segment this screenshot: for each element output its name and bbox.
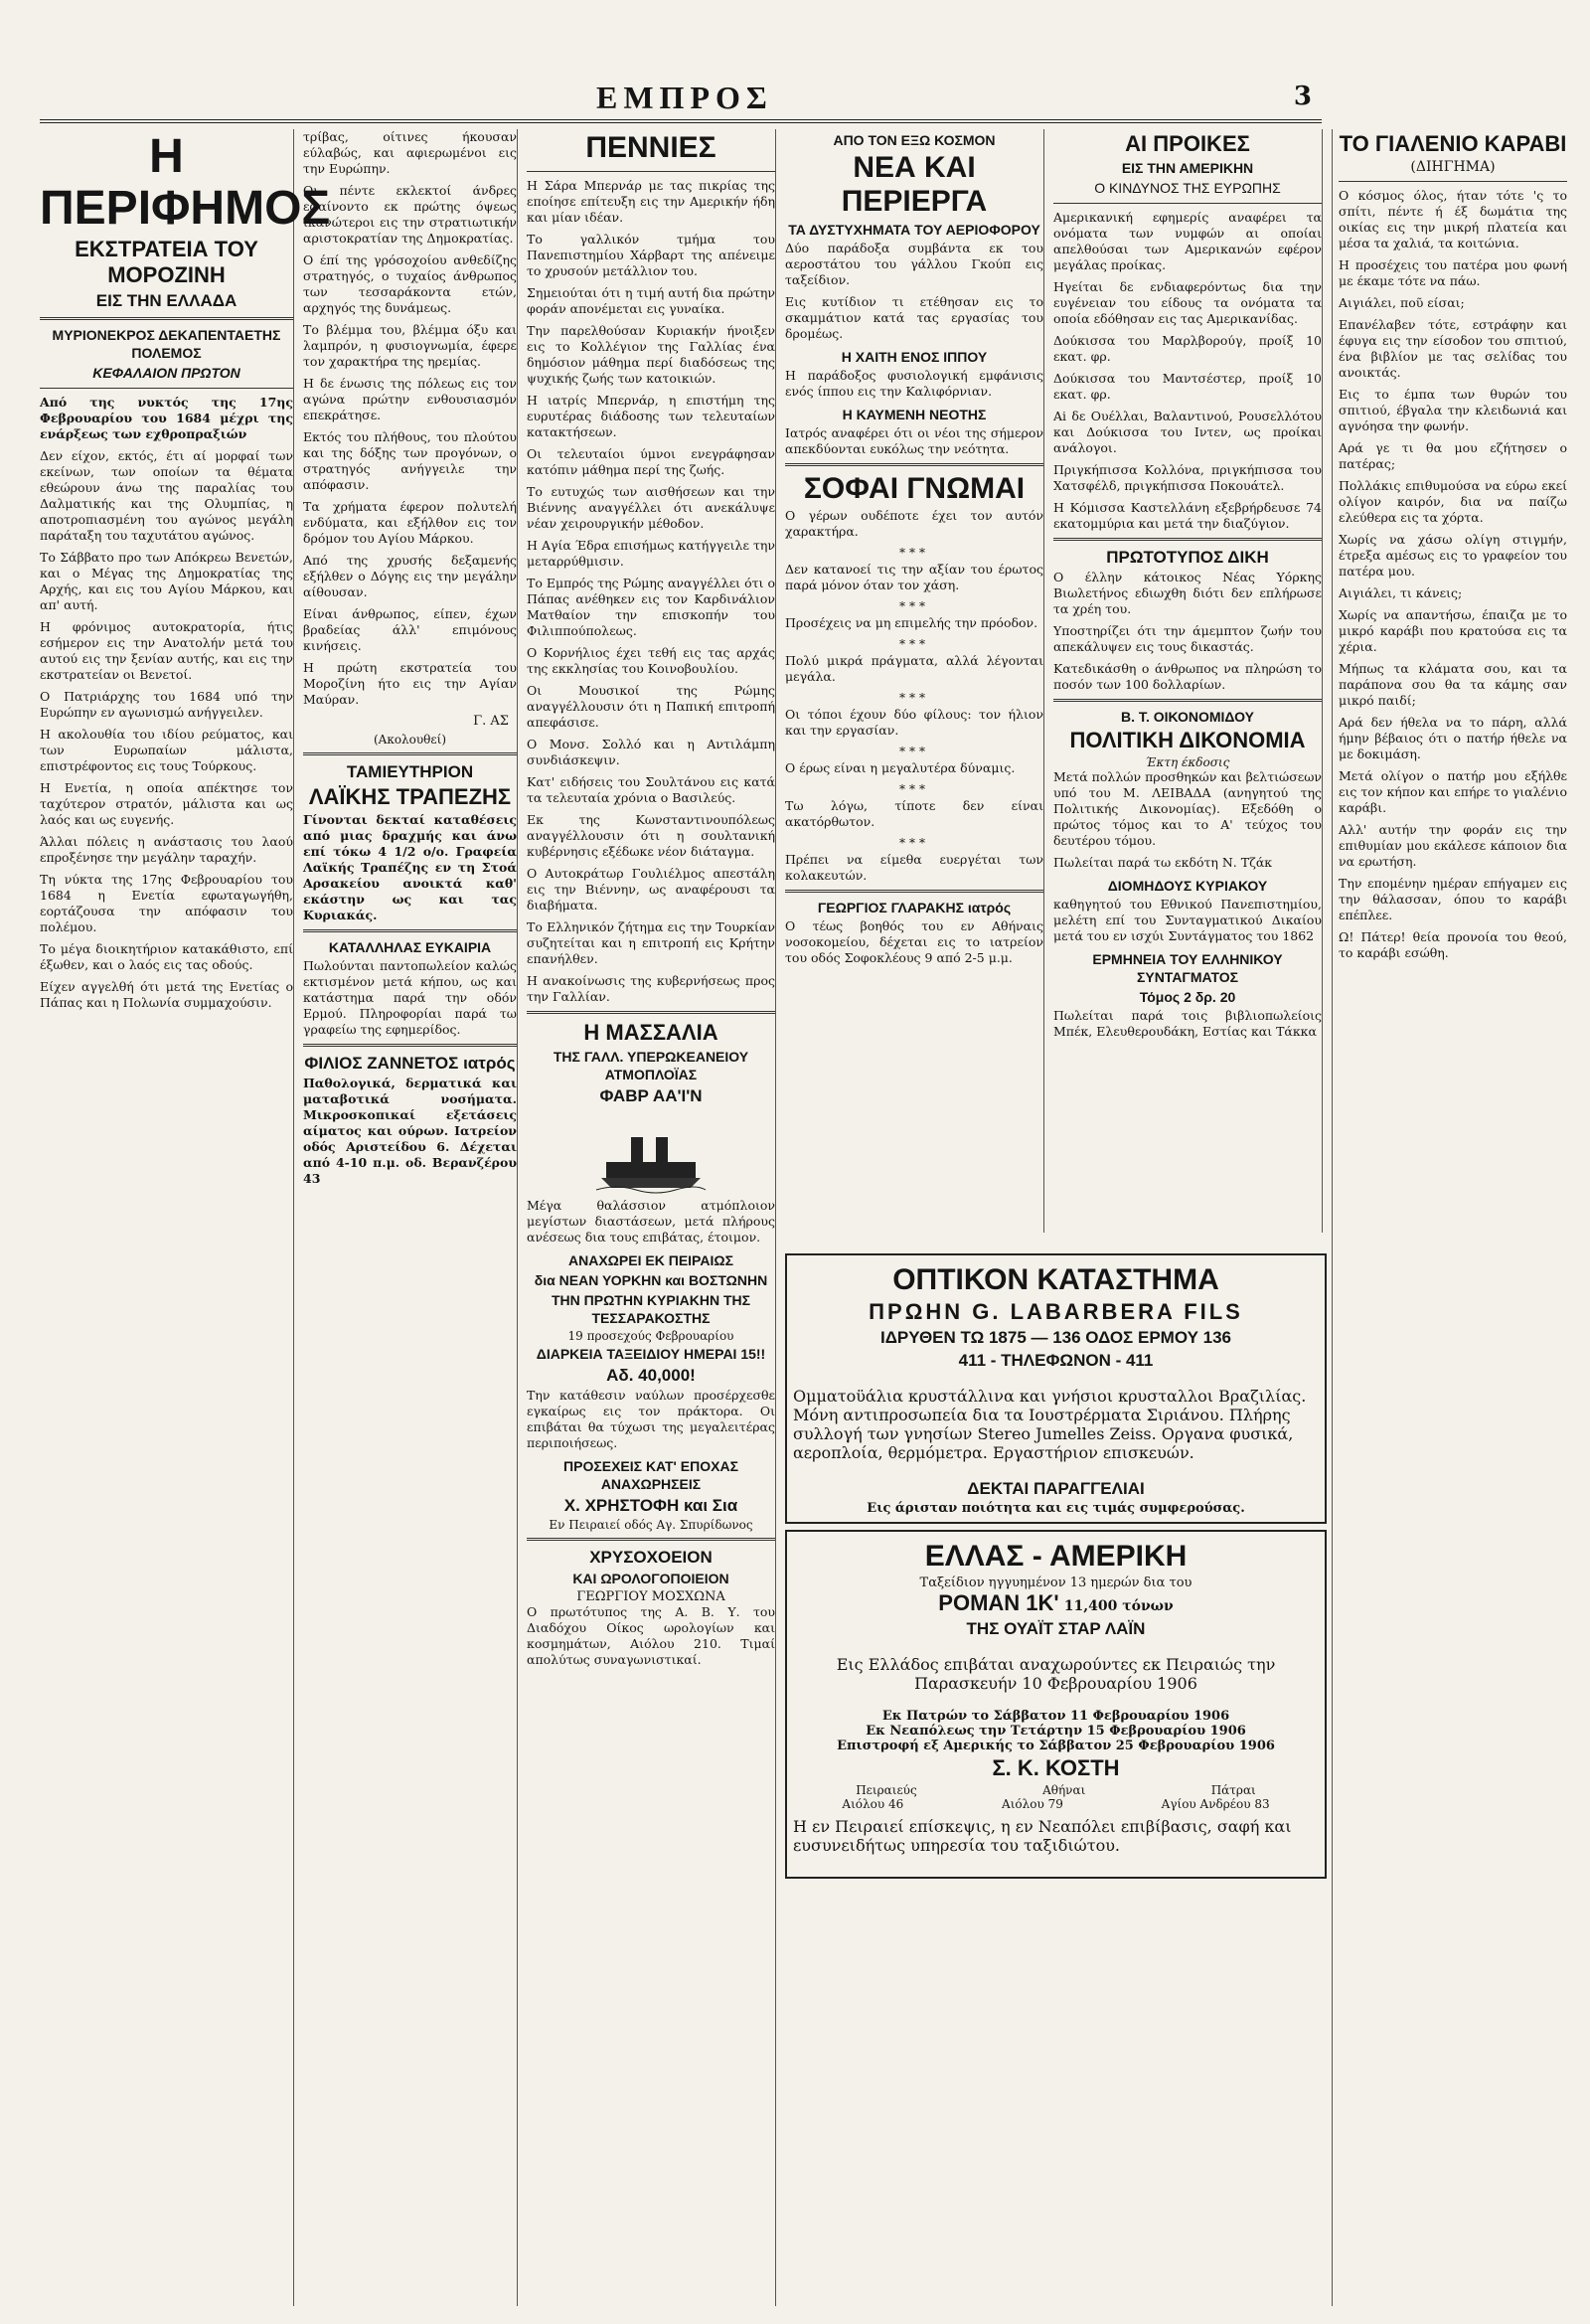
headline-perifimos: Η ΠΕΡΙΦΗΜΟΣ xyxy=(40,130,331,235)
paragraph: Σημειούται ότι η τιμή αυτή δια πρώτην φοράν απονέμεται εις γυναίκα. xyxy=(527,285,775,316)
ad-hellas-city: Πειραιεύς xyxy=(856,1783,917,1797)
paragraph: Δούκισσα του Μαρλβορούγ, προίξ 10 εκατ. φρ. xyxy=(1053,333,1322,364)
paragraph: Δούκισσα του Μαντσέστερ, προίξ 10 εκατ. φρ. xyxy=(1053,371,1322,402)
ad-publisher-2-text: καθηγητού του Εθνικού Πανεπιστημίου, μελέτη επί του Συνταγματικού Δικαίου μετά του εν ισχύι Συντάγματος του 1862 xyxy=(1053,897,1322,943)
paragraph: Η Αγία Έδρα επισήμως κατήγγειλε την μεταρρύθμισιν. xyxy=(527,538,775,569)
ad-hellas-line: ΤΗΣ ΟΥΑΪΤ ΣΤΑΡ ΛΑΪΝ xyxy=(966,1619,1146,1638)
ad-massalia-departure: ΑΝΑΧΩΡΕΙ ΕΚ ΠΕΙΡΑΙΩΣ xyxy=(568,1252,733,1268)
paragraph: Η ανακοίνωσις της κυβερνήσεως προς την Γαλλίαν. xyxy=(527,973,775,1004)
paragraph: Χωρίς να χάσω ολίγη στιγμήν, έτρεξα αμέσως εις το γραφείον του πατέρα μου. xyxy=(1339,532,1567,579)
ad-hellas-tonnage: 11,400 τόνων xyxy=(1063,1598,1174,1614)
paragraph: Αμερικανική εφημερίς αναφέρει τα ονόματα των νυμφών αι οποίαι απελθούσαι των Αμερικανών εφέρον μεγάλας προίκας. xyxy=(1053,210,1322,272)
ad-chrysochoeion-subtitle: ΚΑΙ ΩΡΟΛΟΓΟΠΟΙΕΙΟΝ xyxy=(572,1571,729,1586)
paragraph: Δεν είχον, εκτός, έτι αί μορφαί των εκείνων, των οποίων τα θέματα εθεώρουν άνω της παραλίας του Δαλματικής και της Ολυμπίας, η αποτροπιασμένη του αγώνος μεγάλη παράταξη του ταχυτάτου αγώνος. xyxy=(40,448,293,543)
subhead-kaymeni-neotis: Η ΚΑΥΜΕΝΗ ΝΕΟΤΗΣ xyxy=(842,407,987,422)
ad-hellas-date-3: Επιστροφή εξ Αμερικής το Σάββατον 25 Φεβρουαρίου 1906 xyxy=(837,1739,1275,1753)
paragraph: Η ιατρίς Μπερνάρ, η επιστήμη της ευρυτέρας διάδοσης των τελευταίων κατακτήσεων. xyxy=(527,393,775,439)
page-number: 3 xyxy=(1293,82,1312,111)
ad-massalia-destination: δια ΝΕΑΝ ΥΟΡΚΗΝ και ΒΟΣΤΩΝΗΝ xyxy=(534,1272,768,1288)
aphorism: Ο έρως είναι η μεγαλυτέρα δύναμις. xyxy=(785,760,1016,775)
paragraph: Ο Κορνήλιος έχει τεθή εις τας αρχάς της εκκλησίας του Κοινοβουλίου. xyxy=(527,645,775,676)
paragraph: Τα χρήματα έφερον πολυτελή ενδύματα, και εξήλθον εις τον δρόμον του Αγίου Μάρκου. xyxy=(303,499,517,546)
ad-hellas-address: Αιόλου 46 xyxy=(842,1797,904,1811)
paragraph: Την παρελθούσαν Κυριακήν ήνοιξεν εις το Κολλέγιον της Γαλλίας ένα δημόσιον μάθημα περί διαδόσεως της ψυχικής ζωής των κατοικιών. xyxy=(527,323,775,386)
paragraph: Οι Μουσικοί της Ρώμης αναγγέλλουσιν ότι η Παπική επιτροπή απεφάσισε. xyxy=(527,683,775,730)
headline-proikes: ΑΙ ΠΡΟΙΚΕΣ xyxy=(1125,131,1250,156)
paragraph: Πολλάκις επιθυμούσα να εύρω εκεί ολίγον καιρόν, δια να παίζω ελεύθερα εις τα χόρτα. xyxy=(1339,478,1567,525)
author-signature: Γ. ΑΣ xyxy=(473,714,509,729)
aphorism: Πρέπει να είμεθα ευεργέται των κολακευτών. xyxy=(785,852,1043,883)
ad-optiko-text: Ομματοϋάλια κρυστάλλινα και γνήσιοι κρυσταλλοι Βραζιλίας. Μόνη αντιπροσωπεία δια τα Ιουστρέρματα Σιριάνου. Πλήρης συλλογή των γνησίων Stereo Jumelles Zeiss. Οργανα φυσικά, αεροπλοία, θερμόμετρα. Εργαστήριον επισκευών. xyxy=(793,1387,1307,1462)
ad-hellas-intro: Ταξείδιον ηγγυημένον 13 ημερών δια του xyxy=(919,1576,1192,1590)
ad-massalia-date: ΤΗΝ ΠΡΩΤΗΝ ΚΥΡΙΑΚΗΝ ΤΗΣ ΤΕΣΣΑΡΑΚΟΣΤΗΣ xyxy=(551,1292,751,1326)
column-3 xyxy=(527,129,776,2306)
paragraph: Εκτός του πλήθους, του πλούτου και της δόξης των προγόνων, ο στρατηγός ανήγγειλε την απόφασιν. xyxy=(303,429,517,492)
ad-book2-price: Τόμος 2 δρ. 20 xyxy=(1139,989,1236,1005)
newspaper-name: ΕΜΠΡΟΣ xyxy=(596,80,773,115)
ad-hellas-footer: Η εν Πειραιεί επίσκεψις, η εν Νεαπόλει επιβίβασις, σαφή και ευσυνειδήτως υπηρεσία του ταξιδιώτου. xyxy=(793,1817,1292,1855)
ad-massalia-company: ΦΑΒΡ ΑΑ'Ι'Ν xyxy=(599,1086,703,1105)
column-4: ΑΠΟ ΤΟΝ ΕΞΩ ΚΟΣΜΟΝ ΝΕΑ ΚΑΙ ΠΕΡΙΕΡΓΑ ΤΑ ΔΥΣΤΥΧΗΜΑΤΑ ΤΟΥ ΑΕΡΙΟΦΟΡΟΥ Δύο παράδοξα συμβάντα εκ του αεροστάτου του γάλλου Γκούπ εις ταξείδιον. Εις κυτίδιον τι ετέθησαν εις το σκαμμάτιον κατά τας εργασίας του δρομέως. Η ΧΑΙΤΗ ΕΝΟΣ ΙΠΠΟΥ Η παράδοξος φυσιολογική εμφάνισις ενός ίππου εις την Καλιφόρνιαν. Η ΚΑΥΜΕΝΗ ΝΕΟΤΗΣ Ιατρός αναφέρει ότι οι νέοι της σήμερον απεκδύονται ευκόλως την νεότητα. ΣΟΦΑΙ ΓΝΩΜΑΙ Ο γέρων ουδέποτε έχει τον αυτόν χαρακτήρα. *** Δεν κατανοεί τις την αξίαν του έρωτος παρά μόνον όταν τον χάση. *** Προσέχεις να μη επιμελής την πρόοδον. *** Πολύ μικρά πράγματα, αλλά λέγονται μεγάλα. *** Οι τόποι έχουν δύο φίλους: τον ήλιον και την εργασίαν. *** Ο έρως είναι η μεγαλυτέρα δύναμις. *** Τω λόγω, τίποτε δεν είναι ακατόρθωτον. *** Πρέπει να είμεθα ευεργέται των κολακευτών. ΓΕΩΡΓΙΟΣ ΓΛΑΡΑΚΗΣ ιατρός Ο τέως βοηθός του εν Αθήναις νοσοκομείου, δέχεται εις το ιατρείον του οδός Σοφοκλέους 9 από 2-5 μ.μ. xyxy=(785,129,1044,1233)
headline-prototypos-diki: ΠΡΩΤΟΤΥΠΟΣ ΔΙΚΗ xyxy=(1106,548,1269,567)
paragraph: Αιγιάλει, ποῦ είσαι; xyxy=(1339,295,1465,310)
ad-massalia-title: Η ΜΑΣΣΑΛΙΑ xyxy=(583,1020,718,1045)
article-lede: Από της νυκτός της 17ης Φεβρουαρίου του 1684 μέχρι της ενάρξεως των εχθροπραξιών xyxy=(40,395,293,441)
section-exo-kosmos: ΑΠΟ ΤΟΝ ΕΞΩ ΚΟΣΜΟΝ xyxy=(833,132,996,148)
paragraph: Ιατρός αναφέρει ότι οι νέοι της σήμερον απεκδύονται ευκόλως την νεότητα. xyxy=(785,425,1043,456)
continued-note: (Ακολουθεί) xyxy=(373,733,447,747)
column-6 xyxy=(1332,129,1567,2306)
paragraph: Ο κόσμος όλος, ήταν τότε 'ς το σπίτι, πέντε ή έξ δωμάτια της οικίας εις την μικρή πλατεία και μέσα τα χαλιά, τα κοιτώνια. xyxy=(1339,188,1567,250)
paragraph: Η φρόνιμος αυτοκρατορία, ήτις εσήμερον εις την Ανατολήν μετά του αυτού εις την ξενίαν αυτής, και εις την εκστρατείαν οι Βενετοί. xyxy=(40,619,293,682)
ad-chrysochoeion-title: ΧΡΥΣΟΧΟΕΙΟΝ xyxy=(589,1548,713,1567)
paragraph: Το Ελληνικόν ζήτημα εις την Τουρκίαν συζητείται και η επιτροπή εις Κρήτην επανήλθεν. xyxy=(527,919,775,966)
ad-massalia-agent: Χ. ΧΡΗΣΤΟΦΗ και Σια xyxy=(563,1496,738,1515)
ad-optiko-orders-text: Εις άρισταν ποιότητα και εις τιμάς συμφερούσας. xyxy=(867,1501,1245,1516)
aphorism: Προσέχεις να μη επιμελής την πρόοδον. xyxy=(785,615,1038,630)
ad-tamieftirion-text: Γίνονται δεκταί καταθέσεις από μιας δραχμής και άνω επί τόκω 4 1/2 ο/ο. Γραφεία Λαϊκής Τραπέζης εν τη Στοά Αρσακείου ανοικτά καθ' εκάστην ως και τας Κυριακάς. xyxy=(303,812,517,922)
paragraph: Χωρίς να απαντήσω, έπαιζα με το μικρό καράβι που κρατούσα εις τα χέρια. xyxy=(1339,607,1567,654)
ad-eukairia-text: Πωλούνται παντοπωλείον καλώς εκτισμένον μετά κήπου, ως και κατάστημα παρά την οδόν Ερμού. Πληροφορίαι παρά τω γραφείω της εφημερίδος. xyxy=(303,958,517,1037)
aphorism: Δεν κατανοεί τις την αξίαν του έρωτος παρά μόνον όταν τον χάση. xyxy=(785,562,1043,592)
ad-hellas-city: Πάτραι xyxy=(1210,1783,1256,1797)
subhead-diigima: (ΔΙΗΓΗΜΑ) xyxy=(1410,159,1496,175)
paragraph: Άλλαι πόλεις η ανάστασις του λαού επροξένησε την μεγάλην ταραχήν. xyxy=(40,834,293,865)
paragraph: Δύο παράδοξα συμβάντα εκ του αεροστάτου του γάλλου Γκούπ εις ταξείδιον. xyxy=(785,241,1043,287)
paragraph: Η Κόμισσα Καστελλάνη εξεβρήρδευσε 74 εκατομμύρια και μετά την διαζύγιον. xyxy=(1053,500,1322,531)
paragraph: Ο Μονσ. Σολλό και η Αντιλάμπη συνδιάσκεψιν. xyxy=(527,737,775,767)
wide-ads xyxy=(785,1247,1327,1885)
subhead-eis-ellada: ΕΙΣ ΤΗΝ ΕΛΛΑΔΑ xyxy=(95,291,238,310)
ad-massalia-subtitle: ΤΗΣ ΓΑΛΛ. ΥΠΕΡΩΚΕΑΝΕΙΟΥ ΑΤΜΟΠΛΟΪΑΣ xyxy=(553,1049,749,1082)
paragraph: Η προσέχεις του πατέρα μου φωνή με έκαμε τότε να πάω. xyxy=(1339,257,1567,288)
ad-massalia-capacity: Αδ. 40,000! xyxy=(606,1366,696,1385)
column-1 xyxy=(40,129,331,2306)
ad-doctor-zannetos-text: Παθολογικά, δερματικά και ματαβοτικά νοσήματα. Μικροσκοπικαί εξετάσεις αίματος και ούρων. Ιατρείον οδός Αριστείδου 6. Δέχεται από 4-10 π.μ. οδ. Βερανζέρου 43 xyxy=(303,1076,517,1186)
paragraph: Εκ της Κωνσταντινουπόλεως αναγγέλλουσιν ότι η σουλτανική κυβέρνησις εξέδωκε νέον διάταγμα. xyxy=(527,812,775,859)
paragraph: Το Εμπρός της Ρώμης αναγγέλλει ότι ο Πάπας ανέθηκεν εις τον Καρδινάλιον Ματθαίον την επισκοπήν του Φιλιππούπολεως. xyxy=(527,576,775,638)
paragraph: Ο έπί της γρόσοχοίου ανθεδίζης στρατηγός, ο τυχαίος άνθρωπος των τεσσαράκοντα ετών, αρχηγός της δυνάμεως. xyxy=(303,252,517,315)
ad-book-text: Μετά πολλών προσθηκών και βελτιώσεων υπό του Μ. ΛΕΙΒΑΔΑ (ανηγητού της Πολιτικής Δικονομίας). Εξεδόθη ο πρώτος τόμος και το Α' τεύχος του δευτέρου τόμου. xyxy=(1053,769,1322,848)
paragraph: Ω! Πάτερ! θεία προνοία του θεού, το καράβι εσώθη. xyxy=(1339,929,1567,960)
paragraph: Αρά δεν ήθελα να το πάρη, αλλά ήμην βέβαιος ότι ο πατήρ ήθελε να με δοκιμάση. xyxy=(1339,715,1567,761)
paragraph: Αιγιάλει, τι κάνεις; xyxy=(1339,585,1463,600)
ad-laiki-trapeza: ΛΑΪΚΗΣ ΤΡΑΠΕΖΗΣ xyxy=(308,784,512,809)
ad-hellas-city: Αθήναι xyxy=(1042,1783,1086,1797)
paragraph: Η Σάρα Μπερνάρ με τας πικρίας της εποίησε επίτευξη εις την Αμερικήν ήδη και μίαν ιδέαν. xyxy=(527,178,775,225)
ad-hellas-date-2: Εκ Νεαπόλεως την Τετάρτην 15 Φεβρουαρίου 1906 xyxy=(866,1724,1246,1739)
ad-optiko-firm: ΠΡΩΗΝ G. LABARBERA FILS xyxy=(869,1299,1243,1324)
paragraph: Κατεδικάσθη ο άνθρωπος να πληρώση το ποσόν των 100 δολλαρίων. xyxy=(1053,661,1322,692)
paragraph: Την επομένην ημέραν επήγαμεν εις την θάλασσαν, όπου το καράβι επέπλεε. xyxy=(1339,876,1567,922)
paragraph: Είναι άνθρωπος, είπεν, έχων βραδείας άλλ' επιμόνους κινήσεις. xyxy=(303,606,517,653)
paragraph: Το βλέμμα του, βλέμμα όξυ και λαμπρόν, η φυσιογνωμία, έφερε τον χαρακτήρα της ηρεμίας. xyxy=(303,322,517,369)
paragraph: Εις κυτίδιον τι ετέθησαν εις το σκαμμάτιον κατά τας εργασίας του δρομέως. xyxy=(785,294,1043,341)
paragraph: Τη νύκτα της 17ης Φεβρουαρίου του 1684 η Ενετία εφωταγωγήθη, εορτάζουσα την απόφασιν του πολέμου. xyxy=(40,872,293,934)
paragraph: Το μέγα διοικητήριον κατακάθιστο, επί έξωθεν, και ο λαός εις τας οδούς. xyxy=(40,941,293,972)
ad-doctor-glarakis: ΓΕΩΡΓΙΟΣ ΓΛΑΡΑΚΗΣ ιατρός xyxy=(817,900,1012,915)
ad-optiko-founded: ΙΔΡΥΘΕΝ ΤΩ 1875 — 136 ΟΔΟΣ ΕΡΜΟΥ 136 xyxy=(879,1328,1231,1347)
aphorism: Πολύ μικρά πράγματα, αλλά λέγονται μεγάλα. xyxy=(785,653,1043,684)
ad-hellas-text: Εις Ελλάδος επιβάται αναχωρούντες εκ Πειραιώς την Παρασκευήν 10 Φεβρουαρίου 1906 xyxy=(836,1655,1276,1693)
ad-tamieftirion-title: ΤΑΜΙΕΥΤΗΡΙΟΝ xyxy=(346,762,474,781)
paragraph: Υποστηρίζει ότι την άμεμπτον ζωήν του απεκάλυψεν εις τους δικαστάς. xyxy=(1053,623,1322,654)
aphorism: Τω λόγω, τίποτε δεν είναι ακατόρθωτον. xyxy=(785,798,1043,829)
ad-optiko xyxy=(785,1253,1327,1524)
paragraph: Ο Αυτοκράτωρ Γουλιέλμος απεστάλη εις την Βιέννην, ως αναφέρουσι τα διαβήματα. xyxy=(527,866,775,913)
column-2 xyxy=(303,129,518,2306)
paragraph: Αρά γε τι θα μου εζήτησεν ο πατέρας; xyxy=(1339,440,1567,471)
chapter-title: ΚΕΦΑΛΑΙΟΝ ΠΡΩΤΟΝ xyxy=(92,365,240,381)
steamship-illustration xyxy=(527,1112,775,1192)
ad-book2-title: ΕΡΜΗΝΕΙΑ ΤΟΥ ΕΛΛΗΝΙΚΟΥ ΣΥΝΤΑΓΜΑΤΟΣ xyxy=(1092,951,1283,985)
paragraph: Ηγείται δε ενδιαφερόντως δια την ευγένειαν του είδους τα ονόματα τα οποία εδόθησαν εις τας Αμερικανίδας. xyxy=(1053,279,1322,326)
ad-hellas-addresses xyxy=(793,1797,1319,1811)
paragraph: Πριγκήπισσα Κολλόνα, πριγκήπισσα του Χατσφέλδ, πριγκήπισσα Ποκουάτελ. xyxy=(1053,462,1322,493)
ad-massalia-note: ΠΡΟΣΕΧΕΙΣ ΚΑΤ' ΕΠΟΧΑΣ ΑΝΑΧΩΡΗΣΕΙΣ xyxy=(563,1458,738,1492)
ad-hellas-cities xyxy=(793,1783,1319,1797)
subhead-kindynos: Ο ΚΙΝΔΥΝΟΣ ΤΗΣ ΕΥΡΩΠΗΣ xyxy=(1094,180,1281,196)
ad-hellas-address: Αγίου Ανδρέου 83 xyxy=(1161,1797,1270,1811)
paragraph: Η παράδοξος φυσιολογική εμφάνισις ενός ίππου εις την Καλιφόρνιαν. xyxy=(785,368,1043,399)
headline-nea-perierga: ΝΕΑ ΚΑΙ ΠΕΡΙΕΡΓΑ xyxy=(841,151,988,218)
ad-book-edition: Έκτη έκδοσις xyxy=(1145,755,1230,769)
series-title: ΜΥΡΙΟΝΕΚΡΟΣ ΔΕΚΑΠΕΝΤΑΕΤΗΣ ΠΟΛΕΜΟΣ xyxy=(52,327,281,361)
ad-massalia-body: Την κατάθεσιν ναύλων προσέρχεσθε εγκαίρως εις τον πράκτορα. Οι επιβάται θα τύχωσι της μεγαλειτέρας περιποιήσεως. xyxy=(527,1388,775,1450)
paragraph: Ο έλλην κάτοικος Νέας Υόρκης Βιωλετήνος εδιωχθη διότι δεν επλήρωσε τα χρέη του. xyxy=(1053,570,1322,616)
ad-book2-sale: Πωλείται παρά τοις βιβλιοπωλείοις Μπέκ, Ελευθερουδάκη, Εστίας και Τάκκα xyxy=(1053,1008,1322,1039)
paragraph: Το γαλλικόν τμήμα του Πανεπιστημίου Χάρβαρτ της απένειμε το χρυσούν μετάλλιον του. xyxy=(527,232,775,278)
ad-doctor-zannetos: ΦΙΛΙΟΣ ΖΑΝΝΕΤΟΣ ιατρός xyxy=(304,1054,516,1073)
paragraph: Αλλ' αυτήν την φοράν εις την επιθυμίαν μου εκάλεσε κάποιον δια να ερωτήση. xyxy=(1339,822,1567,869)
ad-massalia-date2: 19 προσεχούς Φεβρουαρίου xyxy=(567,1329,734,1343)
ad-eukairia-title: ΚΑΤΑΛΛΗΛΑΣ ΕΥΚΑΙΡΙΑ xyxy=(328,939,492,955)
subhead-xaiti-ippou: Η ΧΑΙΤΗ ΕΝΟΣ ΙΠΠΟΥ xyxy=(841,349,988,365)
paragraph: Η δε ένωσις της πόλεως εις τον αγώνα πρώτην ενθουσιασμόν επεκράτησε. xyxy=(303,376,517,422)
ad-optiko-title: ΟΠΤΙΚΟΝ ΚΑΤΑΣΤΗΜΑ xyxy=(892,1263,1219,1296)
headline-pennies: ΠΕΝΝΙΕΣ xyxy=(585,131,716,164)
ad-publisher-2: ΔΙΟΜΗΔΟΥΣ ΚΥΡΙΑΚΟΥ xyxy=(1107,878,1268,894)
ad-massalia-intro: Μέγα θαλάσσιον ατμόπλοιον μεγίστων διαστάσεων, μετά πλήρους ανέσεως δια τους επιβάτας, έτοιμον. xyxy=(527,1198,775,1245)
paragraph: Μήπως τα κλάματα σου, και τα παράπονα σου θα τα κάμης σαν μικρό παιδί; xyxy=(1339,661,1567,708)
paragraph: Είχεν αγγελθή ότι μετά της Ενετίας ο Πάπας και η Πολωνία συμμαχούσιν. xyxy=(40,979,293,1010)
ad-hellas-date-1: Εκ Πατρών το Σάββατον 11 Φεβρουαρίου 1906 xyxy=(881,1709,1230,1724)
paragraph: τρίβας, οίτινες ήκουσαν εύλαβώς, και αφιερωμένοι εις την Ευρώπην. xyxy=(303,129,517,176)
ad-optiko-phone: 411 - ΤΗΛΕΦΩΝΟΝ - 411 xyxy=(958,1351,1154,1370)
ad-massalia-agent-address: Εν Πειραιεί οδός Αγ. Σπυρίδωνος xyxy=(549,1518,753,1532)
headline-gialenio-karavi: ΤΟ ΓΙΑΛΕΝΙΟ ΚΑΡΑΒΙ xyxy=(1339,131,1567,156)
ad-hellas-agent: Σ. Κ. ΚΟΣΤΗ xyxy=(992,1755,1120,1780)
subhead-aeriophoros: ΤΑ ΔΥΣΤΥΧΗΜΑΤΑ ΤΟΥ ΑΕΡΙΟΦΟΡΟΥ xyxy=(788,222,1040,238)
paragraph: Η πρώτη εκστρατεία του Μοροζίνη ήτο εις την Αγίαν Μαύραν. xyxy=(303,660,517,707)
paragraph: Ο Πατριάρχης του 1684 υπό την Ευρώπην εν αγωνισμώ ανήγγειλεν. xyxy=(40,689,293,720)
paragraph: Το Σάββατο προ των Απόκρεω Βενετών, και ο Μέγας της Δημοκρατίας της Αρχής, και εις του Αγίου Μάρκου, και απ' αυτή. xyxy=(40,550,293,612)
ad-massalia-duration: ΔΙΑΡΚΕΙΑ ΤΑΞΕΙΔΙΟΥ ΗΜΕΡΑΙ 15!! xyxy=(536,1346,766,1362)
ad-book-price: Πωλείται παρά τω εκδότη Ν. Τζάκ xyxy=(1053,855,1273,870)
paragraph: Εις το έμπα των θυρών του σπιτιού, έβγαλα την κλειδωνιά και αγνόησα την φωνήν. xyxy=(1339,387,1567,433)
ad-hellas-address: Αιόλου 79 xyxy=(1002,1797,1063,1811)
subhead-ameriki: ΕΙΣ ΤΗΝ ΑΜΕΡΙΚΗΝ xyxy=(1121,160,1254,176)
aphorism: Οι τόποι έχουν δύο φίλους: τον ήλιον και την εργασίαν. xyxy=(785,707,1043,738)
column-5 xyxy=(1053,129,1323,1233)
paragraph: Ai δε Ουέλλαι, Βαλαντινού, Ρουσελλότου και Δούκισσα του Ιντεν, ως προίκαι ανάλογοι. xyxy=(1053,409,1322,455)
masthead xyxy=(40,60,1322,123)
ad-hellas-ship: ΡΟΜΑΝ 1Κ' xyxy=(938,1590,1059,1615)
ad-hellas-title: ΕΛΛΑΣ - ΑΜΕΡΙΚΗ xyxy=(924,1540,1188,1573)
paragraph: Επανέλαβεν τότε, εστράφην και έφυγα εις την είσοδον του σπιτιού, ένα βιβλίον με τας σελίδας του ανοικτάς. xyxy=(1339,317,1567,380)
paragraph: Κατ' ειδήσεις του Σουλτάνου εις κατά τα τελευταία χρόνια ο Βασιλεύς. xyxy=(527,774,775,805)
ad-optiko-orders: ΔΕΚΤΑΙ ΠΑΡΑΓΓΕΛΙΑΙ xyxy=(967,1479,1145,1498)
ad-chrysochoeion-text: Ο πρωτότυπος της Α. Β. Υ. του Διαδόχου Οίκος ωρολογίων και κοσμημάτων, Αιόλου 210. Τιμαί απολύτως συναγωνιστικαί. xyxy=(527,1604,775,1667)
paragraph: Το ευτυχώς των αισθήσεων και την Βιέννης αναγγέλλει ότι ανεκάλυψε νέαν χειρουργικήν μέθοδον. xyxy=(527,484,775,531)
ad-chrysochoeion-owner: ΓΕΩΡΓΙΟΥ ΜΟΣΧΩΝΑ xyxy=(576,1589,725,1604)
subhead-ekstrateia: ΕΚΣΤΡΑΤΕΙΑ ΤΟΥ ΜΟΡΟΖΙΝΗ xyxy=(75,237,258,287)
paragraph: Οι τελευταίοι ύμνοι ενεγράφησαν κατόπιν μάθημα περί της ζωής. xyxy=(527,446,775,477)
paragraph: Μετά ολίγον ο πατήρ μου εξήλθε εις τον κήπον και επήρε το γιαλένιο καράβι. xyxy=(1339,768,1567,815)
headline-sofai-gnomai: ΣΟΦΑΙ ΓΝΩΜΑΙ xyxy=(803,472,1026,505)
paragraph: Η ακολουθία του ιδίου ρεύματος, και των Ευρωπαίων μάλιστα, επιστρέφοντος εις τους Τούρκους. xyxy=(40,727,293,773)
paragraph: Οι πέντε εκλεκτοί άνδρες εφαίνοντο εκ πρώτης όψεως ικανώτεροι εις την στρατιωτικήν αριστοκρατίαν της Δημοκρατίας. xyxy=(303,183,517,246)
ad-doctor-glarakis-text: Ο τέως βοηθός του εν Αθήναις νοσοκομείου, δέχεται εις το ιατρείον του οδός Σοφοκλέους 9 από 2-5 μ.μ. xyxy=(785,918,1043,965)
paragraph: Η Ενετία, η οποία απέκτησε τον ταχύτερον στρατόν, μάλιστα και ως λαός και ως ευγενής. xyxy=(40,780,293,827)
ad-book-title: ΠΟΛΙΤΙΚΗ ΔΙΚΟΝΟΜΙΑ xyxy=(1069,728,1306,752)
aphorism: Ο γέρων ουδέποτε έχει τον αυτόν χαρακτήρα. xyxy=(785,508,1043,539)
ad-publisher: Β. Τ. ΟΙΚΟΝΟΜΙΔΟΥ xyxy=(1121,709,1254,725)
ad-hellas-ameriki xyxy=(785,1530,1327,1879)
paragraph: Από της χρυσής δεξαμενής εξήλθεν ο Δόγης εις την μεγάλην αίθουσαν. xyxy=(303,553,517,599)
